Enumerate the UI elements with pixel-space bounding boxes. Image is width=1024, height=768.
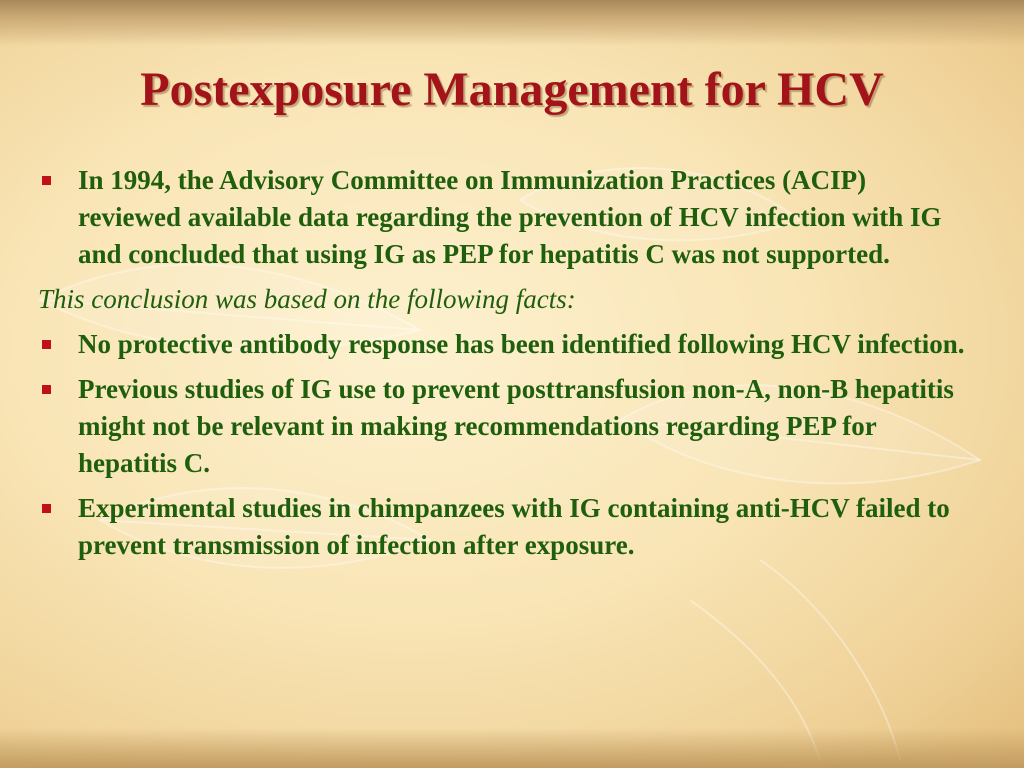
square-bullet-icon [42, 385, 51, 394]
square-bullet-icon [42, 176, 51, 185]
bullet-text: In 1994, the Advisory Committee on Immunization Practices (ACIP) reviewed available data regarding the prevention of HCV infection with IG and concluded that using IG as PEP for hepatitis C was not supported. [78, 165, 942, 269]
slide-title: Postexposure Management for HCV [140, 63, 884, 116]
square-bullet-icon [42, 340, 51, 349]
bullet-text: Previous studies of IG use to prevent posttransfusion non-A, non-B hepatitis might not be relevant in making recommendations regarding PEP for hepatitis C. [78, 374, 954, 478]
conclusion-line: This conclusion was based on the following facts: [38, 284, 576, 314]
bottom-shadow-band [0, 728, 1024, 768]
bullet-item-fact-3 [38, 490, 968, 564]
slide-body [38, 162, 968, 572]
bullet-item-acip [38, 162, 968, 273]
bullet-text: Experimental studies in chimpanzees with IG containing anti-HCV failed to prevent transmission of infection after exposure. [78, 493, 950, 560]
bullet-text: No protective antibody response has been identified following HCV infection. [78, 329, 965, 359]
bullet-item-fact-1 [38, 326, 968, 363]
square-bullet-icon [42, 504, 51, 513]
bullet-item-fact-2 [38, 371, 968, 482]
